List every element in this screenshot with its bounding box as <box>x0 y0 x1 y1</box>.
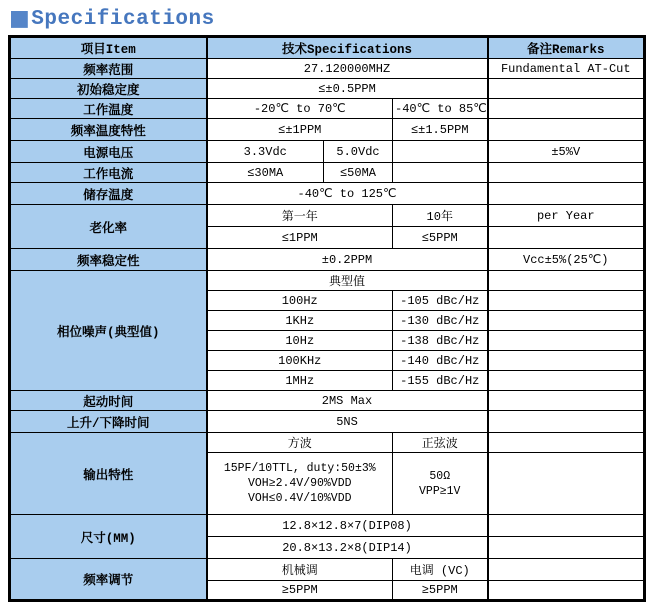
supply-voltage-value-c <box>393 141 488 163</box>
phase-noise-value: -138 dBc/Hz <box>393 331 488 351</box>
freq-stability-remark: Vcc±5%(25℃) <box>488 249 645 271</box>
operating-current-value-c <box>393 163 488 183</box>
freq-adjust-col-b: 电调 (VC) <box>393 559 488 581</box>
output-char-remark-b <box>488 453 645 515</box>
storage-temp-label: 储存温度 <box>10 183 207 205</box>
phase-noise-offset: 100Hz <box>207 291 393 311</box>
freq-range-value: 27.120000MHZ <box>207 59 488 79</box>
supply-voltage-value-a: 3.3Vdc <box>207 141 324 163</box>
freq-adjust-remark-b <box>488 581 645 601</box>
header-remarks: 备注Remarks <box>488 37 645 59</box>
phase-noise-remark-1 <box>488 291 645 311</box>
supply-voltage-remark: ±5%V <box>488 141 645 163</box>
row-rise-fall-time <box>10 411 645 433</box>
phase-noise-value: -105 dBc/Hz <box>393 291 488 311</box>
output-sine-line-2: VPP≥1V <box>419 484 461 498</box>
header-item: 项目Item <box>10 37 207 59</box>
dimensions-remark-a <box>488 515 645 537</box>
row-dimensions-a <box>10 515 645 537</box>
freq-stability-label: 频率稳定性 <box>10 249 207 271</box>
title-bullet-icon: ■ <box>9 6 31 31</box>
row-startup-time <box>10 391 645 411</box>
storage-temp-remark <box>488 183 645 205</box>
phase-noise-remark-2 <box>488 311 645 331</box>
dimensions-label: 尺寸(MM) <box>10 515 207 559</box>
aging-label: 老化率 <box>10 205 207 249</box>
row-phase-noise-header <box>10 271 645 291</box>
output-char-remark-a <box>488 433 645 453</box>
phase-noise-remark-3 <box>488 331 645 351</box>
output-char-label: 输出特性 <box>10 433 207 515</box>
supply-voltage-value-b: 5.0Vdc <box>324 141 393 163</box>
dimensions-value-b: 20.8×13.2×8(DIP14) <box>207 537 488 559</box>
freq-temp-char-value-b: ≤±1.5PPM <box>393 119 488 141</box>
output-char-col-a: 方波 <box>207 433 393 453</box>
storage-temp-value: -40℃ to 125℃ <box>207 183 488 205</box>
output-square-wave-spec <box>207 453 393 515</box>
rise-fall-time-value: 5NS <box>207 411 488 433</box>
row-freq-adjust-header <box>10 559 645 581</box>
freq-temp-char-remark <box>488 119 645 141</box>
phase-noise-offset: 1KHz <box>207 311 393 331</box>
row-operating-temp <box>10 99 645 119</box>
operating-current-value-a: ≤30MA <box>207 163 324 183</box>
operating-temp-range-a: -20℃ to 70℃ <box>207 99 393 119</box>
freq-adjust-value-b: ≥5PPM <box>393 581 488 601</box>
freq-range-label: 频率范围 <box>10 59 207 79</box>
row-supply-voltage <box>10 141 645 163</box>
row-aging-header <box>10 205 645 227</box>
freq-adjust-value-a: ≥5PPM <box>207 581 393 601</box>
table-header-row <box>10 37 645 59</box>
rise-fall-time-label: 上升/下降时间 <box>10 411 207 433</box>
startup-time-remark <box>488 391 645 411</box>
freq-temp-char-value-a: ≤±1PPM <box>207 119 393 141</box>
operating-current-label: 工作电流 <box>10 163 207 183</box>
freq-adjust-label: 频率调节 <box>10 559 207 601</box>
freq-temp-char-label: 频率温度特性 <box>10 119 207 141</box>
aging-value-b: ≤5PPM <box>393 227 488 249</box>
startup-time-label: 起动时间 <box>10 391 207 411</box>
aging-col-b: 10年 <box>393 205 488 227</box>
aging-remark-b <box>488 227 645 249</box>
freq-range-remark: Fundamental AT-Cut <box>488 59 645 79</box>
row-freq-stability <box>10 249 645 271</box>
supply-voltage-label: 电源电压 <box>10 141 207 163</box>
operating-temp-range-b: -40℃ to 85℃ <box>393 99 488 119</box>
freq-stability-value: ±0.2PPM <box>207 249 488 271</box>
row-operating-current <box>10 163 645 183</box>
output-sine-line-1: 50Ω <box>429 469 451 483</box>
operating-temp-label: 工作温度 <box>10 99 207 119</box>
initial-stability-value: ≤±0.5PPM <box>207 79 488 99</box>
aging-col-a: 第一年 <box>207 205 393 227</box>
rise-fall-time-remark <box>488 411 645 433</box>
row-initial-stability <box>10 79 645 99</box>
row-storage-temp <box>10 183 645 205</box>
phase-noise-offset: 100KHz <box>207 351 393 371</box>
row-freq-temp-char <box>10 119 645 141</box>
phase-noise-value: -155 dBc/Hz <box>393 371 488 391</box>
operating-current-value-b: ≤50MA <box>324 163 393 183</box>
phase-noise-subheader: 典型值 <box>207 271 488 291</box>
output-sine-wave-spec <box>393 453 488 515</box>
initial-stability-remark <box>488 79 645 99</box>
aging-value-a: ≤1PPM <box>207 227 393 249</box>
output-char-col-b: 正弦波 <box>393 433 488 453</box>
dimensions-value-a: 12.8×12.8×7(DIP08) <box>207 515 488 537</box>
dimensions-remark-b <box>488 537 645 559</box>
phase-noise-offset: 10Hz <box>207 331 393 351</box>
output-square-line-2: VOH≥2.4V/90%VDD <box>247 477 352 490</box>
aging-remark: per Year <box>488 205 645 227</box>
output-square-line-3: VOH≤0.4V/10%VDD <box>247 492 352 505</box>
phase-noise-offset: 1MHz <box>207 371 393 391</box>
phase-noise-remark-5 <box>488 371 645 391</box>
phase-noise-remark-4 <box>488 351 645 371</box>
operating-temp-remark <box>488 99 645 119</box>
initial-stability-label: 初始稳定度 <box>10 79 207 99</box>
output-square-line-1: 15PF/10TTL, duty:50±3% <box>223 462 376 475</box>
operating-current-remark <box>488 163 645 183</box>
row-freq-range <box>10 59 645 79</box>
phase-noise-remark-0 <box>488 271 645 291</box>
freq-adjust-col-a: 机械调 <box>207 559 393 581</box>
phase-noise-value: -140 dBc/Hz <box>393 351 488 371</box>
freq-adjust-remark-a <box>488 559 645 581</box>
page-title <box>9 6 647 32</box>
page-title-text: Specifications <box>31 7 215 31</box>
header-spec: 技术Specifications <box>207 37 488 59</box>
row-output-char-header <box>10 433 645 453</box>
phase-noise-value: -130 dBc/Hz <box>393 311 488 331</box>
specifications-table <box>8 35 646 602</box>
startup-time-value: 2MS Max <box>207 391 488 411</box>
phase-noise-label: 相位噪声(典型值) <box>10 271 207 391</box>
